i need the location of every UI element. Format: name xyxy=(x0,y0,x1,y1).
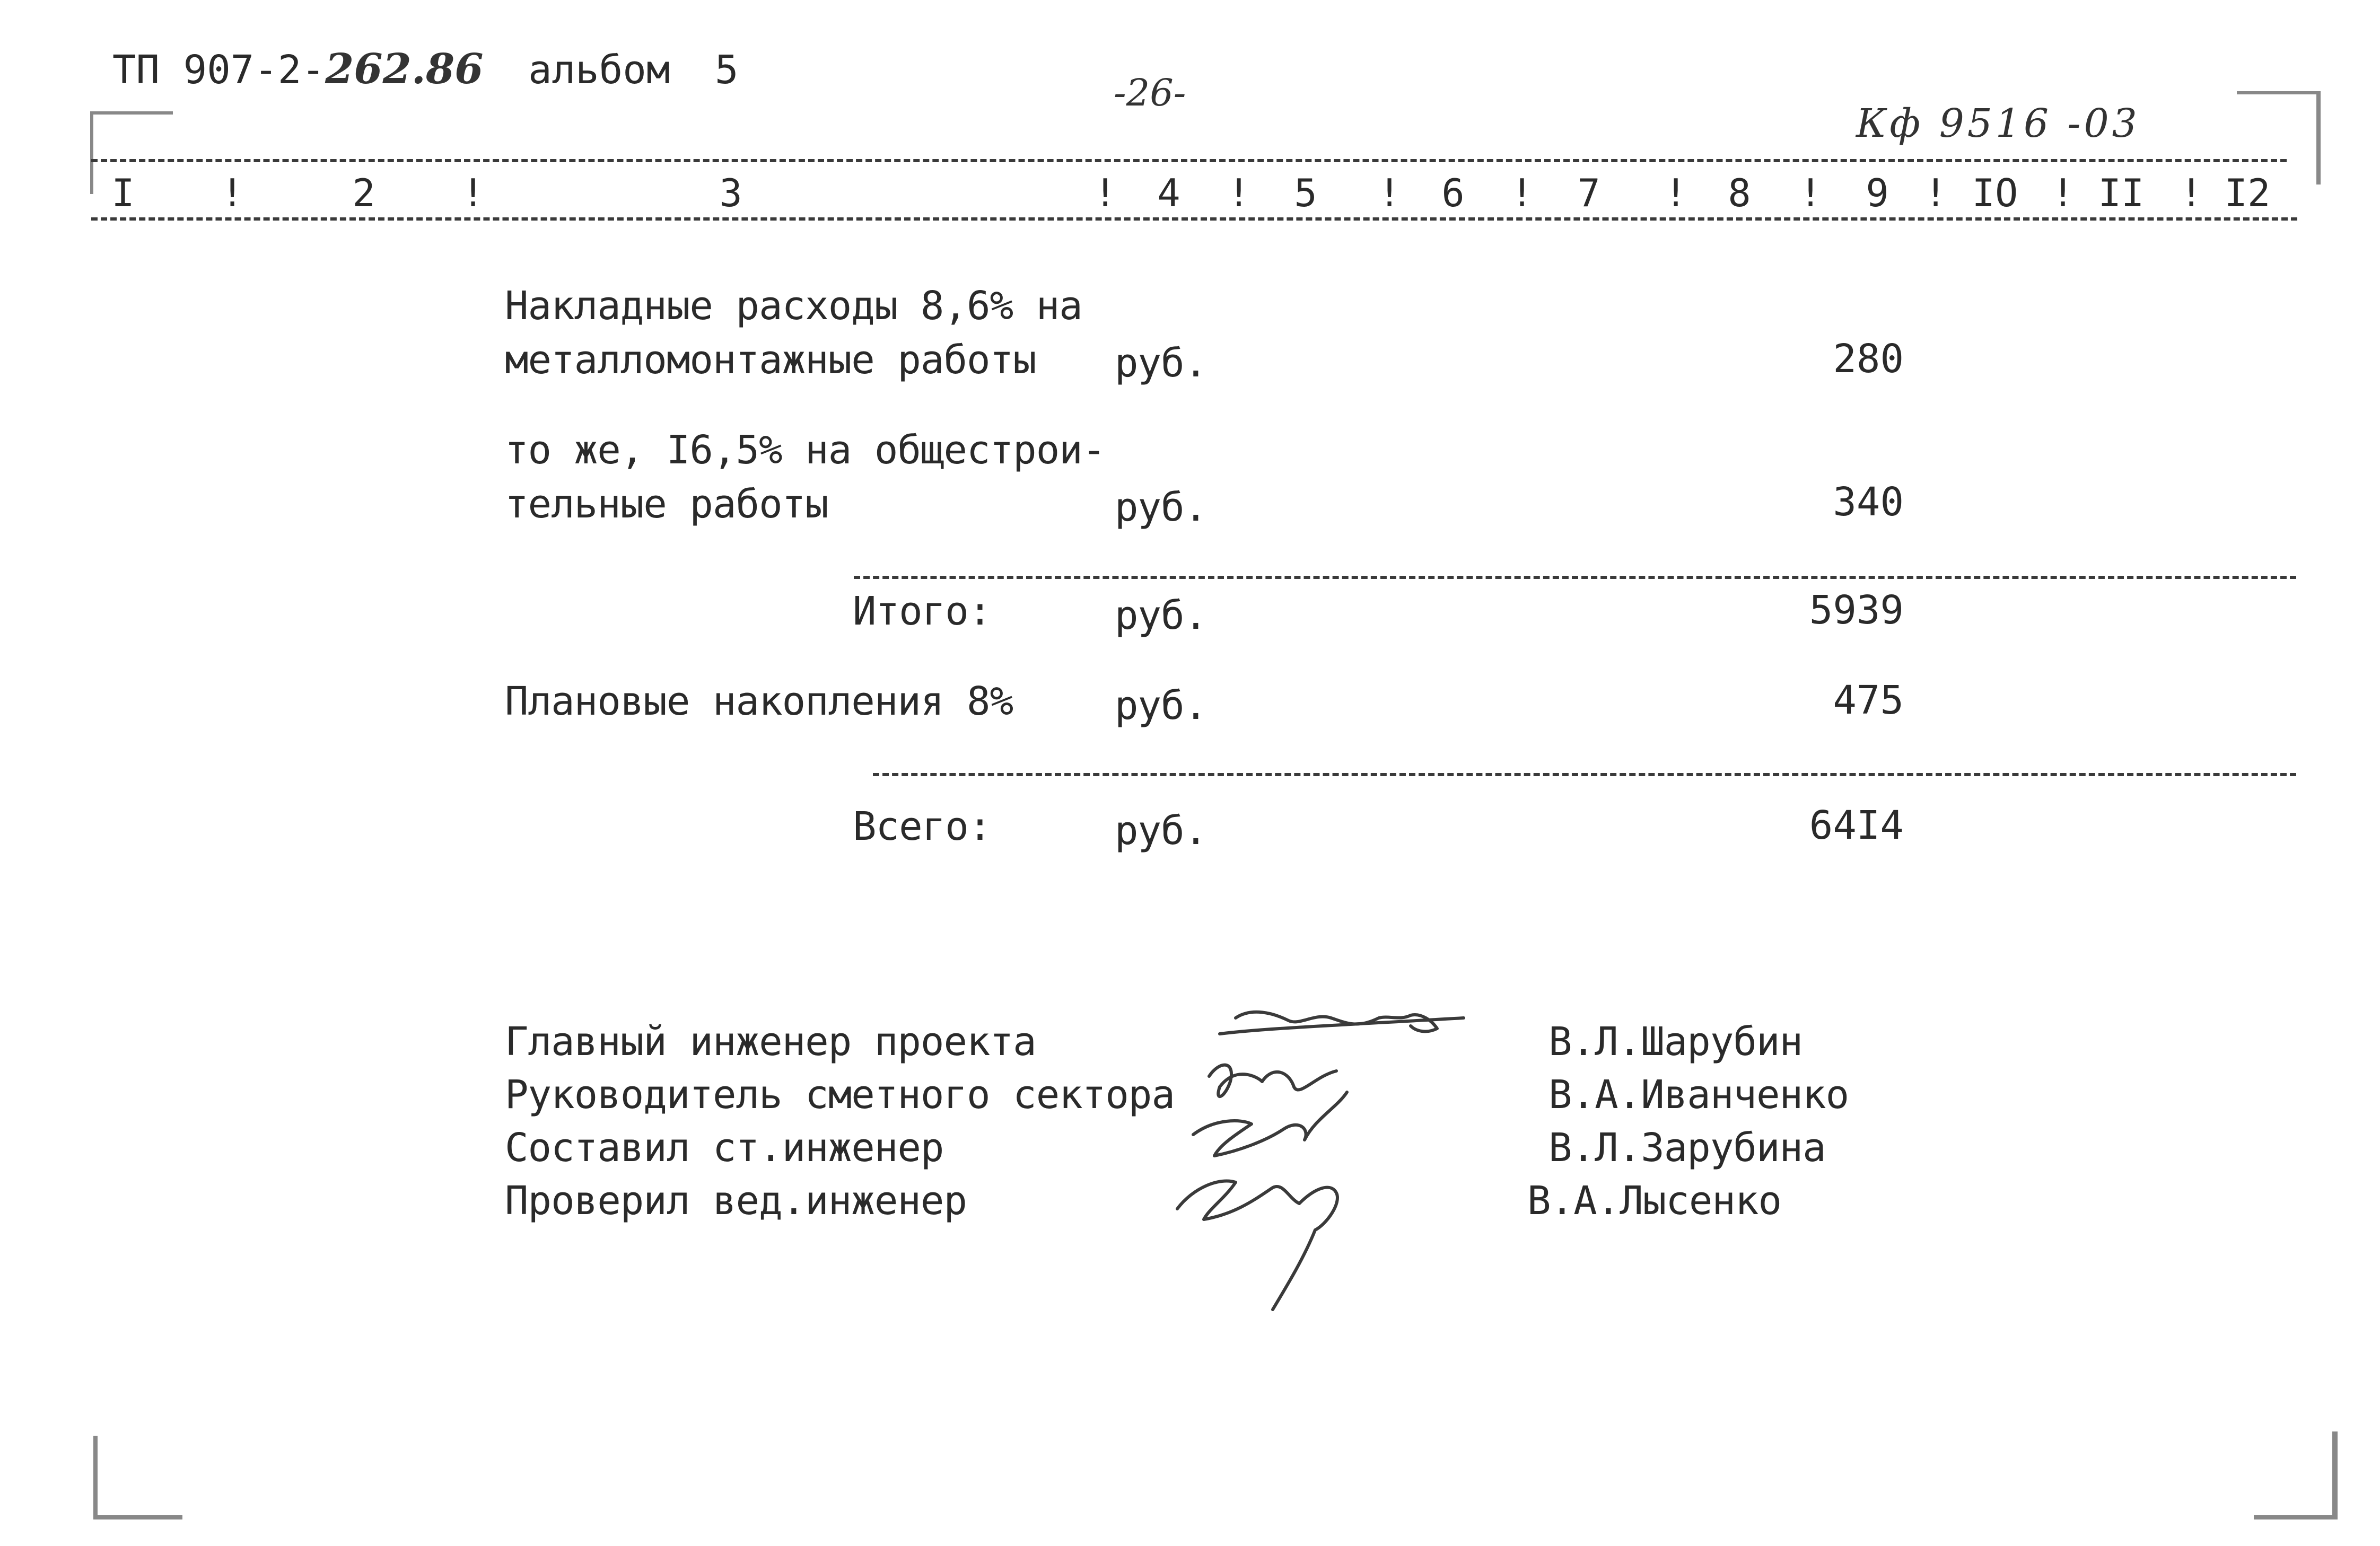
subtotal-unit: руб. xyxy=(1115,593,1208,638)
column-separator: ! xyxy=(1510,171,1534,215)
column-separator: ! xyxy=(221,171,244,215)
signature-role: Главный инженер проекта xyxy=(505,1019,1036,1065)
row-unit: руб. xyxy=(1115,485,1208,530)
total-rule xyxy=(873,773,2296,776)
signature-name: В.Л.Зарубина xyxy=(1548,1125,1826,1171)
column-number: 6 xyxy=(1441,171,1465,215)
column-separator: ! xyxy=(1378,171,1401,215)
doc-code-prefix: ТП 907-2- xyxy=(112,47,325,93)
total-value: 64I4 xyxy=(1809,803,1904,848)
row-unit: руб. xyxy=(1115,340,1208,386)
row-description-line: то же, I6,5% на общестрои- xyxy=(505,427,1106,473)
subtotal-label: Итого: xyxy=(853,588,992,634)
planned-unit: руб. xyxy=(1115,683,1208,728)
column-number: 8 xyxy=(1728,171,1751,215)
bottom-left-bracket xyxy=(93,1436,182,1519)
total-label: Всего: xyxy=(853,804,992,849)
column-number: II xyxy=(2098,171,2145,215)
subtotal-rule xyxy=(854,576,2296,579)
signature-role: Проверил вед.инженер xyxy=(505,1178,967,1224)
column-separator: ! xyxy=(2180,171,2203,215)
column-separator: ! xyxy=(1664,171,1687,215)
doc-code-number: 262.86 xyxy=(325,45,484,93)
header-top-rule xyxy=(91,159,2287,162)
column-number: 4 xyxy=(1157,171,1180,215)
row-description-line: тельные работы xyxy=(505,481,828,527)
planned-value: 475 xyxy=(1833,678,1904,723)
row-value: 280 xyxy=(1833,336,1904,382)
planned-label: Плановые накопления 8% xyxy=(505,679,1013,724)
column-number: 7 xyxy=(1577,171,1600,215)
row-value: 340 xyxy=(1833,479,1904,525)
signature-name: В.А.Иванченко xyxy=(1548,1072,1849,1118)
column-number: I xyxy=(111,171,135,215)
column-separator: ! xyxy=(1924,171,1947,215)
row-description-line: Накладные расходы 8,6% на xyxy=(505,283,1082,329)
handwritten-signatures xyxy=(1114,997,1485,1315)
page-number: -26- xyxy=(1114,71,1186,115)
column-number: IO xyxy=(1972,171,2018,215)
handwritten-code: Кф 9516 -03 xyxy=(1856,101,2140,146)
column-number: 5 xyxy=(1294,171,1317,215)
album-number: 5 xyxy=(714,47,739,93)
signature-name: В.Л.Шарубин xyxy=(1548,1019,1803,1065)
column-separator: ! xyxy=(1799,171,1822,215)
album-label: альбом xyxy=(528,47,670,93)
subtotal-value: 5939 xyxy=(1809,587,1904,633)
column-separator: ! xyxy=(1227,171,1250,215)
column-number: 3 xyxy=(719,171,742,215)
column-number: I2 xyxy=(2224,171,2271,215)
total-unit: руб. xyxy=(1115,808,1208,854)
row-description-line: металломонтажные работы xyxy=(505,337,1036,383)
column-separator: ! xyxy=(1093,171,1117,215)
column-separator: ! xyxy=(461,171,485,215)
column-separator: ! xyxy=(2051,171,2075,215)
header-bottom-rule xyxy=(91,217,2297,221)
column-number: 2 xyxy=(352,171,375,215)
bottom-right-bracket xyxy=(2254,1431,2338,1519)
signature-role: Руководитель сметного сектора xyxy=(505,1072,1175,1118)
doc-code xyxy=(112,45,739,93)
signature-name: В.А.Лысенко xyxy=(1527,1178,1782,1224)
column-number: 9 xyxy=(1866,171,1889,215)
signature-role: Составил ст.инженер xyxy=(505,1125,944,1171)
